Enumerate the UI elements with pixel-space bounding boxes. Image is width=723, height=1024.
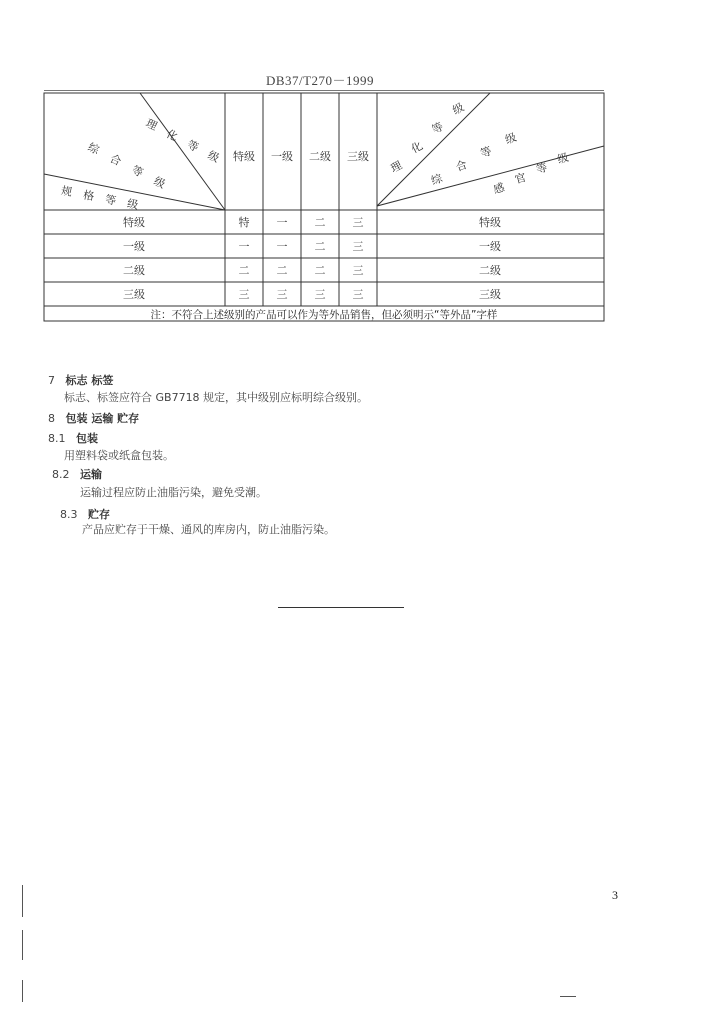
grade-cell: 三 (314, 288, 326, 301)
section-7-text: 标志、标签应符合 GB7718 规定，其中级别应标明综合级别。 (64, 391, 369, 404)
page-number: 3 (612, 888, 618, 902)
section-title: 包装 (76, 432, 98, 445)
grade-cell: 三 (352, 288, 364, 301)
scan-mark (22, 930, 23, 960)
left-diag-bottom-label: 级 (126, 197, 140, 212)
column-header-0: 特级 (233, 150, 255, 163)
scan-mark (560, 996, 576, 997)
left-diag-middle-label: 合 (107, 151, 124, 169)
left-diag-middle-label: 级 (151, 174, 168, 192)
section-8-1-heading (48, 430, 98, 446)
grade-cell: 二 (314, 240, 326, 253)
left-diag-top-label: 级 (205, 148, 222, 166)
left-diag-top-label: 理 (143, 116, 160, 134)
grade-cell: 二 (314, 216, 326, 229)
right-diag-top-label: 化 (409, 139, 425, 156)
section-8-heading (48, 410, 139, 426)
row-right-label: 二级 (479, 264, 501, 277)
right-diag-bottom-label: 级 (556, 150, 571, 167)
grade-cell: 一 (276, 240, 288, 253)
grade-cell: 特 (238, 216, 250, 229)
grade-cell: 三 (238, 288, 250, 301)
row-label: 二级 (123, 264, 145, 277)
grade-cell: 三 (352, 216, 364, 229)
right-diag-bottom-label: 等 (534, 160, 549, 177)
grade-cell: 二 (238, 264, 250, 277)
right-diagonal-top (377, 93, 490, 206)
right-diag-top-label: 理 (388, 158, 405, 176)
right-diag-middle-label: 综 (429, 171, 445, 188)
column-header-1: 一级 (271, 150, 293, 163)
section-title: 贮存 (88, 508, 110, 521)
grade-table (0, 0, 723, 360)
end-rule (278, 607, 404, 608)
table-note: 注：不符合上述级别的产品可以作为等外品销售，但必须明示“等外品”字样 (150, 309, 498, 321)
row-label: 一级 (123, 240, 145, 253)
section-8-2-heading (52, 466, 102, 482)
row-right-label: 三级 (479, 288, 501, 301)
grade-cell: 一 (276, 216, 288, 229)
left-diag-bottom-label: 等 (104, 192, 118, 208)
section-number: 8 (48, 412, 55, 425)
section-number: 8.3 (60, 508, 78, 521)
left-diag-middle-label: 综 (85, 140, 102, 158)
column-header-2: 二级 (309, 150, 331, 163)
grade-cell: 三 (352, 240, 364, 253)
section-7-heading (48, 372, 113, 388)
row-right-label: 一级 (479, 240, 501, 253)
left-diag-top-label: 化 (164, 127, 180, 144)
scan-mark (22, 885, 23, 917)
row-right-label: 特级 (479, 216, 501, 229)
scan-mark (22, 980, 23, 1002)
right-diag-middle-label: 级 (503, 130, 519, 147)
grade-cell: 二 (314, 264, 326, 277)
right-diag-bottom-label: 感 (492, 180, 507, 197)
section-number: 7 (48, 374, 55, 387)
section-8-1-text: 用塑料袋或纸盒包装。 (64, 449, 174, 462)
left-diag-bottom-label: 格 (82, 188, 96, 204)
section-8-3-text: 产品应贮存于干燥、通风的库房内，防止油脂污染。 (82, 523, 335, 536)
grade-cell: 一 (238, 240, 250, 253)
section-8-2-text: 运输过程应防止油脂污染，避免受潮。 (80, 486, 267, 499)
row-label: 三级 (123, 288, 145, 301)
right-diag-top-label: 级 (450, 100, 467, 118)
section-title: 运输 (80, 468, 102, 481)
right-diag-middle-label: 合 (454, 158, 469, 175)
section-number: 8.2 (52, 468, 70, 481)
standard-number-header: DB37/T270－1999 (265, 73, 375, 88)
grade-cell: 三 (276, 288, 288, 301)
grade-cell: 三 (352, 264, 364, 277)
right-diag-middle-label: 等 (478, 144, 494, 161)
right-diag-top-label: 等 (429, 119, 446, 137)
grade-cell: 二 (276, 264, 288, 277)
column-header-3: 三级 (347, 150, 369, 163)
row-label: 特级 (123, 216, 145, 229)
left-diag-top-label: 等 (185, 137, 201, 155)
right-diag-bottom-label: 官 (513, 170, 528, 187)
left-diag-middle-label: 等 (129, 163, 146, 180)
section-title: 标志 标签 (65, 374, 114, 387)
section-8-3-heading (60, 506, 110, 522)
left-diag-bottom-label: 规 (60, 184, 74, 199)
section-title: 包装 运输 贮存 (65, 412, 140, 425)
section-number: 8.1 (48, 432, 66, 445)
